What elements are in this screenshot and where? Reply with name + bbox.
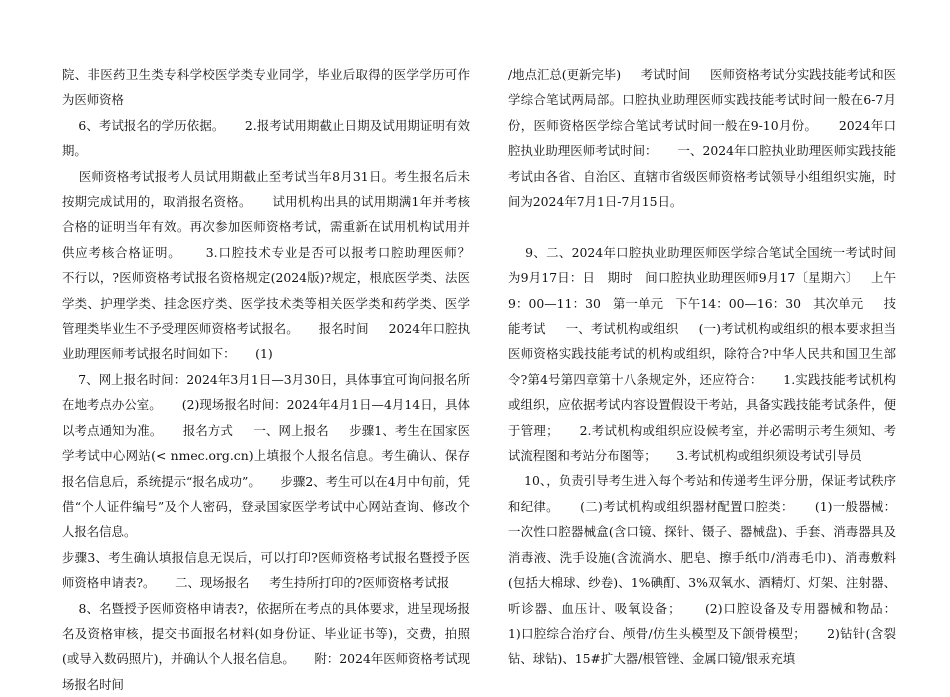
paragraph: 医师资格考试报考人员试用期截止至考试当年8月31日。考生报名后未按期完成试用的，取消报名资格。 试用机构出具的试用期满1年并考核合格的证明当年有效。再次参加医师资格考试，需重新在试用机构试用并供应考核合格证明。 3.口腔技术专业是否可以报考口腔助理医师？ 不行以，?医师资格考试报名资格规定(2024版)?规定，根底医学类、法医学类、护理学类、挂念医疗类、医学技术类等相关医学类和药学类、医学管理类毕业生不予受理医师资格考试报名。 报名时间 2024年口腔执业助理医师考试报名时间如下： (1) xyxy=(62,168,490,362)
paragraph: 8、名暨授予医师资格申请表?，依据所在考点的具体要求，进呈现场报名及资格审核，提交书面报名材料(如身份证、毕业证书等)，交费，拍照(或导入数码照片)，并确认个人报名信息。 附：2024年医师资格考试现场报名时间 xyxy=(62,600,470,692)
paragraph: 6、考试报名的学历依据。 2.报考试用期截止日期及试用期证明有效期。 xyxy=(62,117,470,159)
paragraph: 7、网上报名时间：2024年3月1日—3月30日，具体事宜可询问报名所在地考点办公室。 (2)现场报名时间：2024年4月1日—4月14日，具体以考点通知为准。 报名方式 一、网上报名 步骤1、考生在国家医学考试中心网站(< nmec.org.cn)上填报个人报名信息。考生确认、保存报名信息后，系统提示“报名成功”。 步骤2、考生可以在4月中旬前，凭借“个人证件编号”及个人密码，登录国家医学考试中心网站查询、修改个人报名信息。 xyxy=(62,371,470,540)
blank-line xyxy=(508,214,896,239)
paragraph: /地点汇总(更新完毕) 考试时间 医师资格考试分实践技能考试和医学综合笔试两局部。口腔执业助理医师实践技能考试时间一般在6-7月份，医师资格医学综合笔试考试时间一般在9-10月份。 2024年口腔执业助理医师考试时间： 一、2024年口腔执业助理医师实践技能考试由各省、自治区、直辖市省级医师资格考试领导小组组织实施，时间为2024年7月1日-7月15日。 xyxy=(508,67,896,210)
paragraph: 院、非医药卫生类专科学校医学类专业同学，毕业后取得的医学学历可作为医师资格 xyxy=(62,67,470,108)
left-text-column xyxy=(62,62,490,697)
paragraph: 9、二、2024年口腔执业助理医师医学综合笔试全国统一考试时间为9月17日：日 期时 间口腔执业助理医师9月17〔星期六〕 上午9：00—11：30 第一单元 下午14：00—16：30 其次单元 技能考试 一、考试机构或组织 (一)考试机构或组织的根本要求担当医师资格实践技能考试的机构或组织，除符合?中华人民共和国卫生部令?第4号第四章第十八条规定外，还应符合： 1.实践技能考试机构或组织，应依据考试内容设置假设干考站，具备实践技能考试条件，便于管理； 2.考试机构或组织应设候考室，并必需明示考生须知、考试流程图和考站分布图等； 3.考试机构或组织须设考试引导员 xyxy=(508,244,896,464)
paragraph: 步骤3、考生确认填报信息无误后，可以打印?医师资格考试报名暨授予医师资格申请表?。 二、现场报名 考生持所打印的?医师资格考试报 xyxy=(62,549,470,591)
paragraph: 10、，负责引导考生进入每个考站和传递考生评分册，保证考试秩序和纪律。 (二)考试机构或组织器材配置口腔类： (1)一般器械：一次性口腔器械盒(含口镜、探针、镊子、器械盘)、手套、消毒器具及消毒液、洗手设施(含流淌水、肥皂、擦手纸巾/消毒毛巾)、消毒敷料(包括大棉球、纱卷)、1%碘酊、3%双氧水、酒精灯、灯架、注射器、听诊器、血压计、吸氧设备； (2)口腔设备及专用器械和物品： 1)口腔综合治疗台、颅骨/仿生头模型及下颌骨模型； 2)钻针(含裂钻、球钻)、15#扩大器/根管锉、金属口镜/银汞充填 xyxy=(508,473,916,667)
right-text-column xyxy=(508,62,916,672)
